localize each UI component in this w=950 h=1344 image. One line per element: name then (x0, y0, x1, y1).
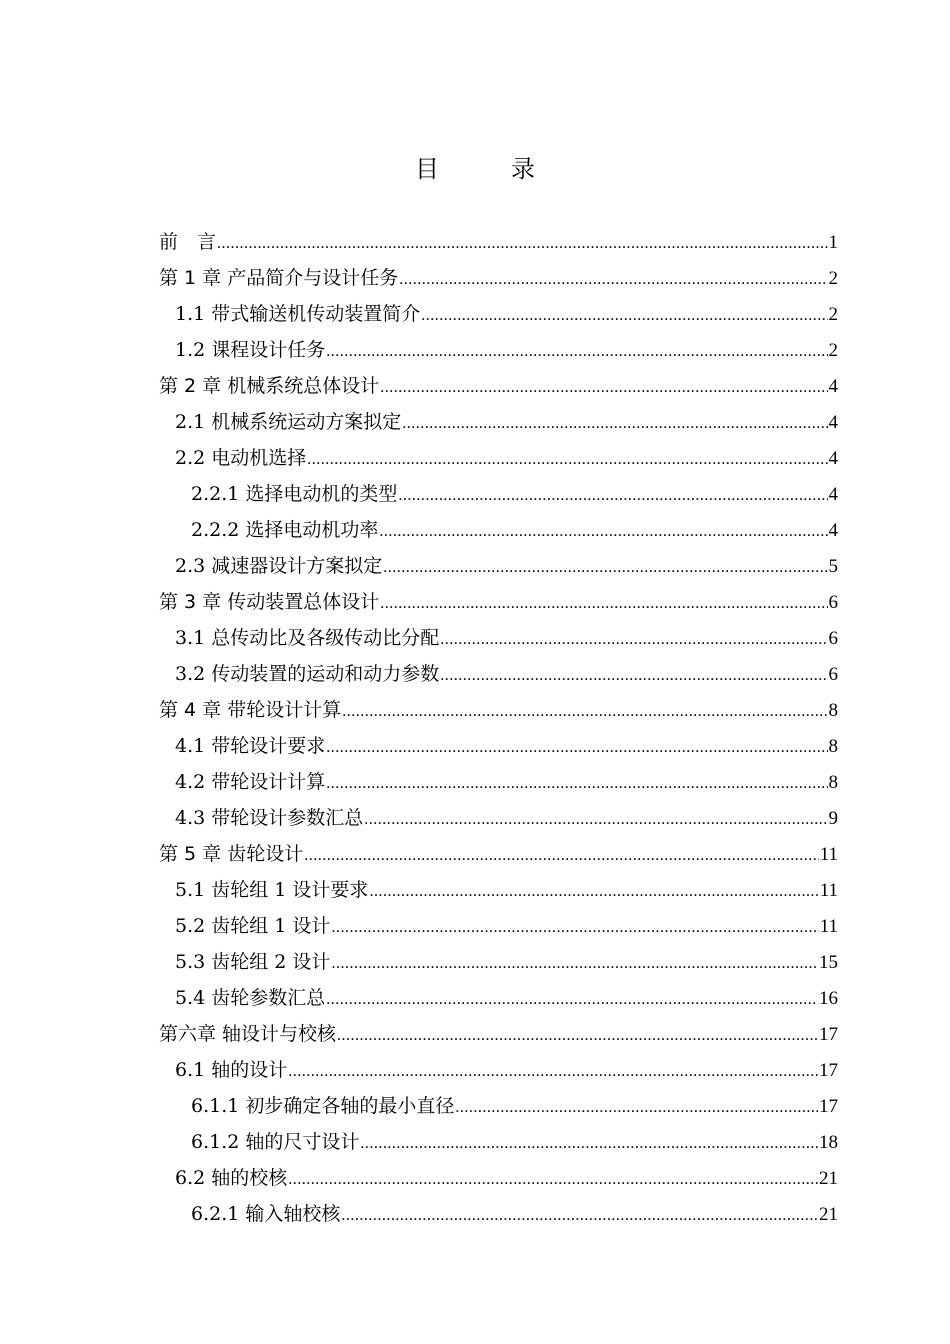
toc-entry[interactable] (159, 404, 838, 440)
toc-entry[interactable] (159, 620, 838, 656)
toc-entry-text: 6.1.1 初步确定各轴的最小直径 (191, 1095, 455, 1117)
toc-entry-text: 2.2.1 选择电动机的类型 (191, 483, 398, 505)
toc-entry-text: 4.3 带轮设计参数汇总 (175, 807, 364, 829)
toc-entry-text: 6.1.2 轴的尺寸设计 (191, 1131, 360, 1153)
toc-entry[interactable] (159, 224, 838, 260)
toc-entry-text: 5.2 齿轮组 1 设计 (175, 915, 331, 937)
toc-entry-text: 第 1 章 产品简介与设计任务 (159, 267, 399, 289)
toc-dot-leader (402, 406, 827, 442)
toc-entry-text: 前 言 (159, 231, 217, 253)
toc-page-number: 21 (819, 1204, 838, 1225)
toc-page-number: 8 (828, 736, 838, 757)
toc-page-number: 1 (828, 232, 838, 253)
toc-entry-text: 3.1 总传动比及各级传动比分配 (175, 627, 440, 649)
toc-page-number: 5 (828, 556, 838, 577)
toc-entry-text: 6.1 轴的设计 (175, 1059, 288, 1081)
toc-dot-leader (383, 550, 827, 586)
toc-page-number: 6 (828, 664, 838, 685)
toc-page-number: 4 (828, 376, 838, 397)
toc-title: 目 录 (415, 155, 559, 183)
toc-entry[interactable] (159, 944, 838, 980)
toc-entry-text: 第 4 章 带轮设计计算 (159, 699, 342, 721)
toc-entry[interactable] (159, 368, 838, 404)
toc-entry[interactable] (159, 872, 838, 908)
toc-list (159, 224, 838, 1232)
toc-entry-text: 4.2 带轮设计计算 (175, 771, 326, 793)
toc-entry[interactable] (159, 764, 838, 800)
toc-entry[interactable] (159, 584, 838, 620)
toc-page-number: 21 (819, 1168, 838, 1189)
toc-page-number: 4 (828, 484, 838, 505)
toc-entry[interactable] (159, 800, 838, 836)
toc-entry-text: 第六章 轴设计与校核 (159, 1023, 337, 1045)
toc-entry[interactable] (159, 440, 838, 476)
toc-dot-leader (398, 478, 827, 514)
toc-page-number: 18 (819, 1132, 838, 1153)
toc-entry[interactable] (159, 1088, 838, 1124)
toc-page-number: 15 (819, 952, 838, 973)
toc-entry[interactable] (159, 1160, 838, 1196)
toc-entry[interactable] (159, 548, 838, 584)
toc-entry[interactable] (159, 1124, 838, 1160)
toc-page-number: 11 (819, 916, 838, 937)
toc-page-number: 4 (828, 448, 838, 469)
toc-entry[interactable] (159, 1196, 838, 1232)
toc-dot-leader (440, 622, 827, 658)
toc-dot-leader (331, 946, 818, 982)
toc-page-number: 2 (828, 268, 838, 289)
toc-entry[interactable] (159, 836, 838, 872)
toc-dot-leader (307, 442, 827, 478)
toc-dot-leader (380, 370, 827, 406)
toc-entry[interactable] (159, 728, 838, 764)
toc-entry[interactable] (159, 692, 838, 728)
toc-dot-leader (326, 334, 827, 370)
toc-entry-text: 3.2 传动装置的运动和动力参数 (175, 663, 440, 685)
toc-dot-leader (288, 1054, 818, 1090)
toc-page-number: 9 (828, 808, 838, 829)
toc-page-number: 11 (819, 844, 838, 865)
toc-page-number: 8 (828, 700, 838, 721)
toc-dot-leader (326, 730, 827, 766)
toc-entry-text: 第 3 章 传动装置总体设计 (159, 591, 380, 613)
toc-entry[interactable] (159, 1016, 838, 1052)
toc-entry[interactable] (159, 260, 838, 296)
toc-dot-leader (342, 694, 827, 730)
toc-entry[interactable] (159, 296, 838, 332)
toc-page-number: 17 (819, 1060, 838, 1081)
toc-page-number: 2 (828, 304, 838, 325)
toc-entry-text: 5.3 齿轮组 2 设计 (175, 951, 331, 973)
toc-entry-text: 2.2.2 选择电动机功率 (191, 519, 379, 541)
toc-entry-text: 第 5 章 齿轮设计 (159, 843, 304, 865)
toc-dot-leader (341, 1198, 818, 1234)
toc-dot-leader (326, 766, 827, 802)
toc-page-number: 6 (828, 628, 838, 649)
toc-dot-leader (331, 910, 818, 946)
toc-dot-leader (360, 1126, 818, 1162)
toc-entry-text: 5.4 齿轮参数汇总 (175, 987, 326, 1009)
toc-page-number: 6 (828, 592, 838, 613)
toc-entry[interactable] (159, 332, 838, 368)
toc-page-number: 17 (819, 1096, 838, 1117)
toc-page-number: 2 (828, 340, 838, 361)
toc-dot-leader (326, 982, 818, 1018)
toc-page-number: 17 (819, 1024, 838, 1045)
toc-dot-leader (380, 586, 827, 622)
toc-page-number: 8 (828, 772, 838, 793)
toc-dot-leader (369, 874, 818, 910)
toc-entry-text: 1.2 课程设计任务 (175, 339, 326, 361)
toc-entry[interactable] (159, 1052, 838, 1088)
toc-entry[interactable] (159, 980, 838, 1016)
toc-dot-leader (337, 1018, 818, 1054)
toc-entry[interactable] (159, 512, 838, 548)
toc-dot-leader (304, 838, 818, 874)
toc-entry-text: 第 2 章 机械系统总体设计 (159, 375, 380, 397)
toc-entry-text: 2.3 减速器设计方案拟定 (175, 555, 383, 577)
toc-dot-leader (421, 298, 827, 334)
toc-page-number: 4 (828, 520, 838, 541)
toc-entry-text: 4.1 带轮设计要求 (175, 735, 326, 757)
toc-entry-text: 6.2.1 输入轴校核 (191, 1203, 341, 1225)
toc-entry[interactable] (159, 476, 838, 512)
toc-dot-leader (288, 1162, 818, 1198)
toc-entry[interactable] (159, 656, 838, 692)
toc-entry-text: 2.2 电动机选择 (175, 447, 307, 469)
toc-entry-text: 2.1 机械系统运动方案拟定 (175, 411, 402, 433)
toc-dot-leader (379, 514, 827, 550)
toc-dot-leader (399, 262, 827, 298)
toc-entry[interactable] (159, 908, 838, 944)
toc-dot-leader (455, 1090, 818, 1126)
toc-entry-text: 6.2 轴的校核 (175, 1167, 288, 1189)
toc-page-number: 11 (819, 880, 838, 901)
toc-dot-leader (440, 658, 827, 694)
toc-dot-leader (217, 226, 827, 262)
toc-page-number: 16 (819, 988, 838, 1009)
toc-entry-text: 5.1 齿轮组 1 设计要求 (175, 879, 369, 901)
toc-page-number: 4 (828, 412, 838, 433)
toc-entry-text: 1.1 带式输送机传动装置简介 (175, 303, 421, 325)
toc-dot-leader (364, 802, 827, 838)
